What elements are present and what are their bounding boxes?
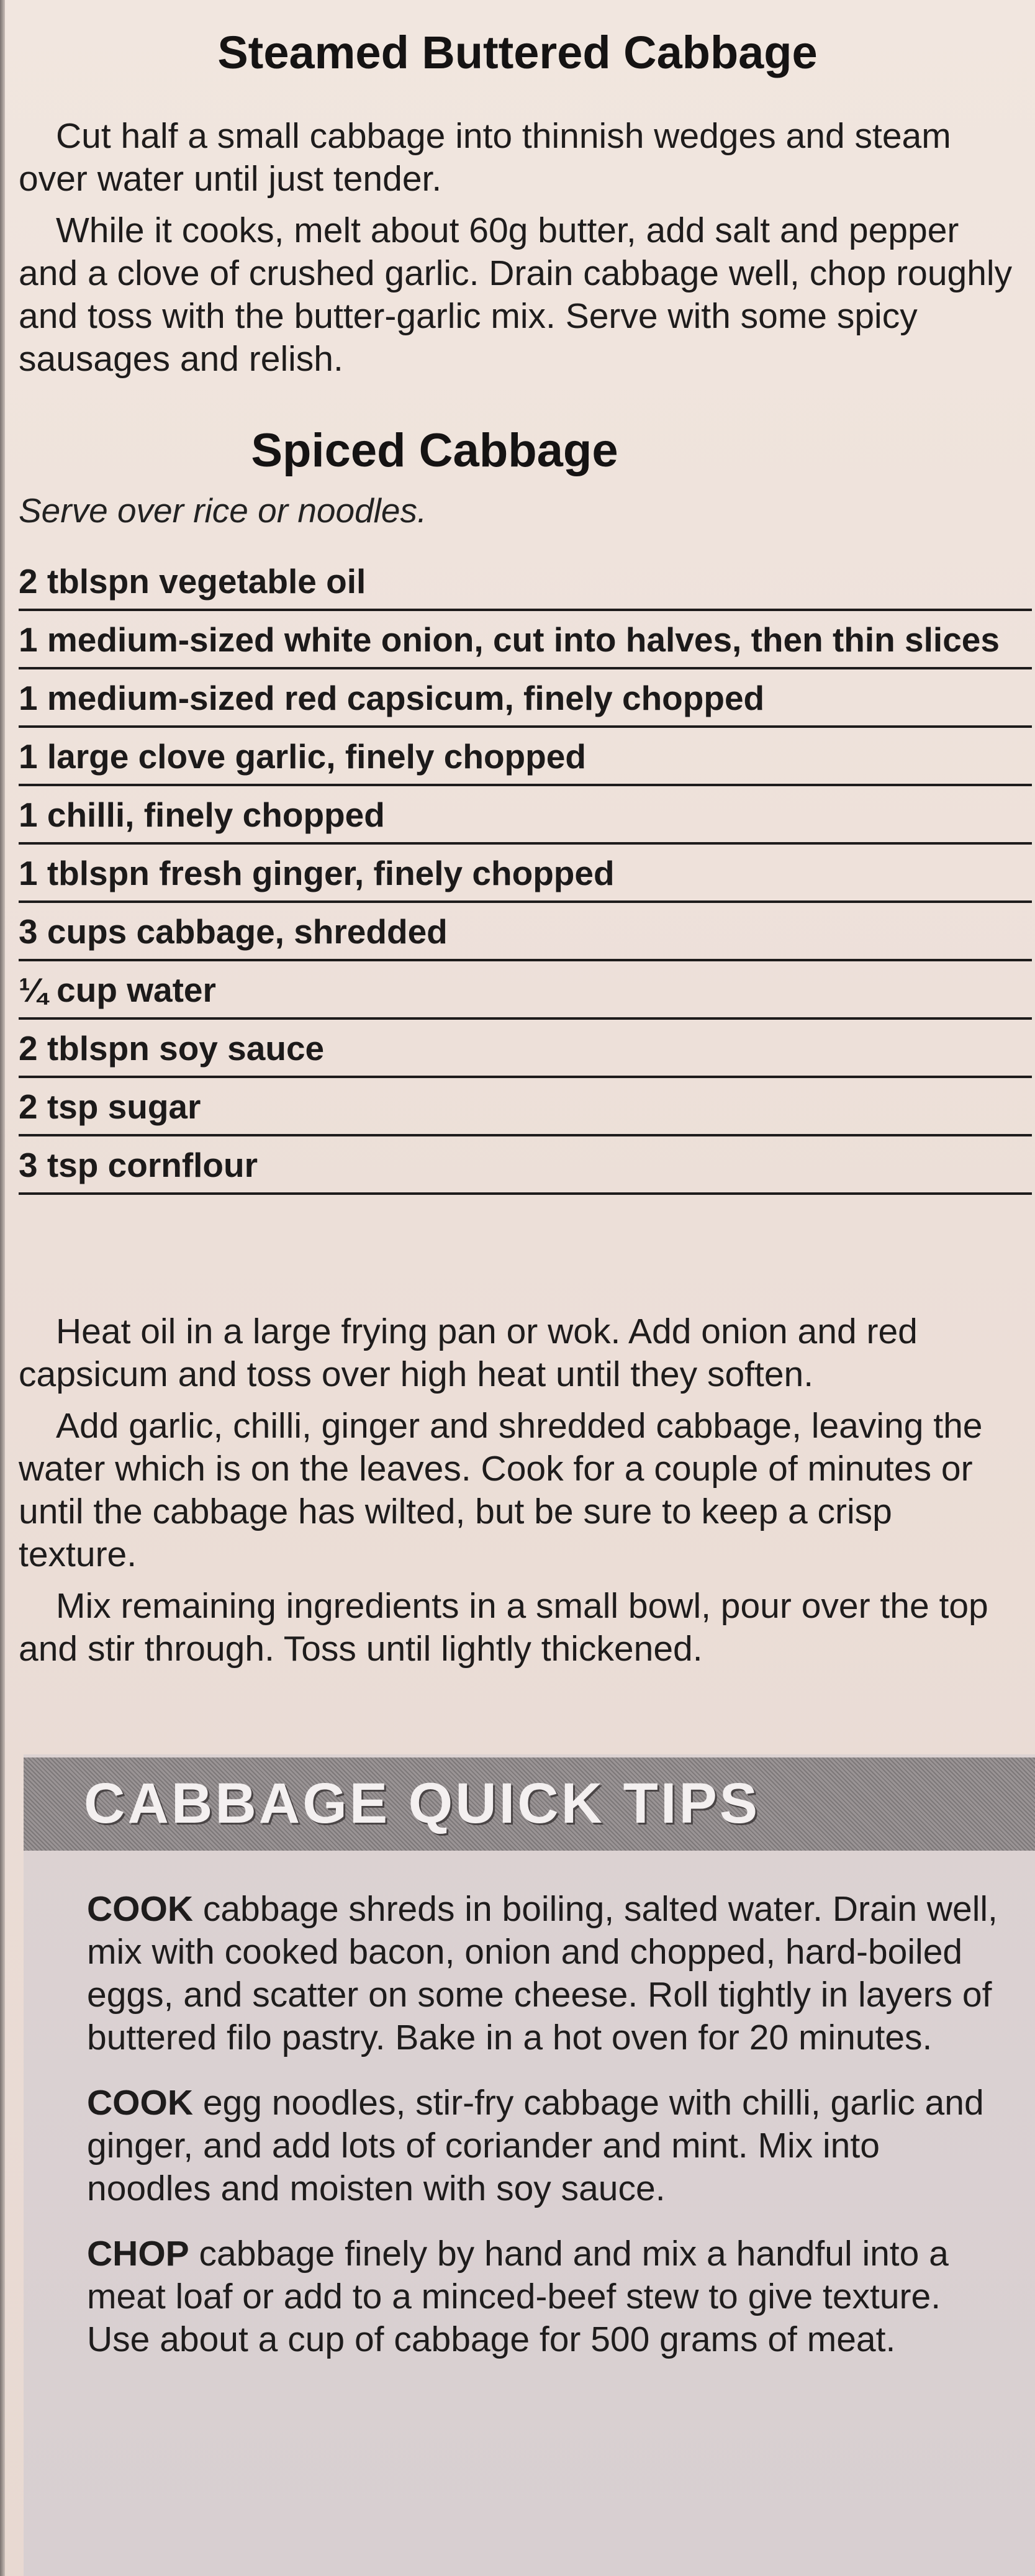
ingredient-list: [19, 553, 1032, 1195]
recipe-title-spiced-cabbage: Spiced Cabbage: [251, 424, 618, 477]
ingredient-item: ¼ cup water: [19, 961, 1032, 1020]
tip-text: cabbage finely by hand and mix a handful into a meat loaf or add to a minced-beef stew to give texture. Use about a cup of cabbage for 500 grams of meat.: [87, 2234, 949, 2359]
ingredient-item: 2 tblspn soy sauce: [19, 1020, 1032, 1078]
tips-list: [87, 1888, 1012, 2383]
tip-item: [87, 2233, 1012, 2361]
ingredient-item: 2 tsp sugar: [19, 1078, 1032, 1136]
recipe-subtitle: Serve over rice or noodles.: [19, 491, 427, 530]
tip-text: cabbage shreds in boiling, salted water. Drain well, mix with cooked bacon, onion and chopped, hard-boiled eggs, and scatter on some cheese. Roll tightly in layers of buttered filo pastry. Bake in a hot oven for 20 minutes.: [87, 1889, 998, 2057]
tip-lead: COOK: [87, 2083, 193, 2123]
method-step: Heat oil in a large frying pan or wok. Add onion and red capsicum and toss over high heat until they soften.: [19, 1312, 918, 1394]
tip-item: [87, 2082, 1012, 2210]
tips-heading: CABBAGE QUICK TIPS: [84, 1772, 761, 1835]
tip-text: egg noodles, stir-fry cabbage with chilli, garlic and ginger, and add lots of coriander and mint. Mix into noodles and moisten with soy sauce.: [87, 2083, 984, 2208]
ingredient-item: 1 large clove garlic, finely chopped: [19, 728, 1032, 786]
tip-item: [87, 1888, 1012, 2059]
ingredient-item: 1 medium-sized red capsicum, finely chopped: [19, 669, 1032, 728]
tip-lead: CHOP: [87, 2234, 189, 2274]
tip-lead: COOK: [87, 1889, 193, 1929]
ingredient-item: 3 tsp cornflour: [19, 1136, 1032, 1195]
recipe-title-steamed-buttered-cabbage: Steamed Buttered Cabbage: [217, 27, 818, 78]
ingredient-item: 1 chilli, finely chopped: [19, 786, 1032, 845]
recipe-intro: [19, 115, 1018, 381]
ingredient-item: 1 tblspn fresh ginger, finely chopped: [19, 845, 1032, 903]
ingredient-item: 3 cups cabbage, shredded: [19, 903, 1032, 961]
recipe1-paragraph: Cut half a small cabbage into thinnish wedges and steam over water until just tender.: [19, 116, 951, 199]
ingredient-item: 2 tblspn vegetable oil: [19, 553, 1032, 611]
method-section: [19, 1310, 1018, 1671]
clipping-edge: [0, 0, 5, 2576]
method-step: Add garlic, chilli, ginger and shredded cabbage, leaving the water which is on the leaves. Cook for a couple of minutes or until the cabbage has wilted, but be sure to keep a crisp texture.: [19, 1406, 983, 1574]
method-step: Mix remaining ingredients in a small bowl, pour over the top and stir through. Toss until lightly thickened.: [19, 1586, 988, 1669]
recipe1-paragraph: While it cooks, melt about 60g butter, add salt and pepper and a clove of crushed garlic. Drain cabbage well, chop roughly and toss with the butter-garlic mix. Serve with some spicy sausages and relish.: [19, 211, 1013, 379]
ingredient-item: 1 medium-sized white onion, cut into halves, then thin slices: [19, 611, 1032, 669]
